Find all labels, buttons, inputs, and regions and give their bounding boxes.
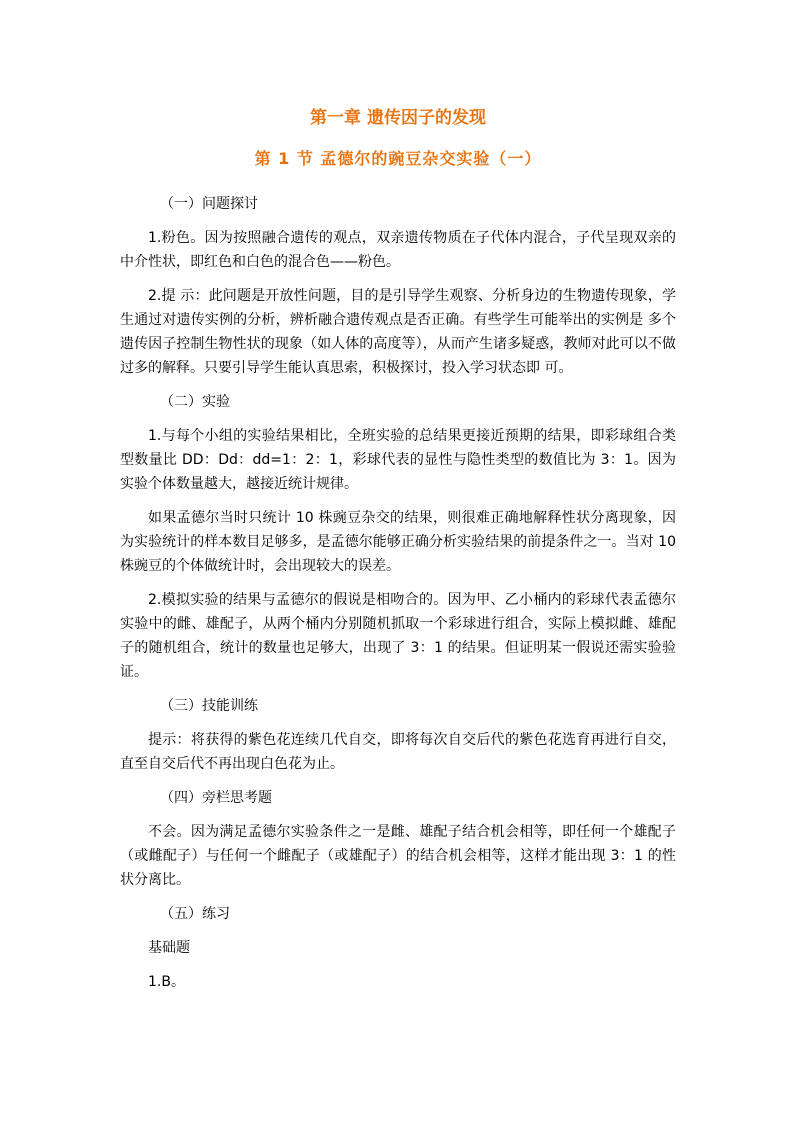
paragraph: 1.与每个小组的实验结果相比，全班实验的总结果更接近预期的结果，即彩球组合类型数量比 DD：Dd：dd=1：2：1，彩球代表的显性与隐性类型的数值比为 3：1。因为实验个体数量越大，越接近统计规律。 xyxy=(120,428,676,492)
subheading-problem-discussion: （一）问题探讨 xyxy=(160,196,258,212)
chapter-title: 第一章 遗传因子的发现 xyxy=(310,108,486,128)
paragraph: 1.粉色。因为按照融合遗传的观点，双亲遗传物质在子代体内混合，子代呈现双亲的中介性状，即红色和白色的混合色——粉色。 xyxy=(120,230,676,270)
subheading-exercises: （五）练习 xyxy=(160,906,230,922)
paragraph: 2.提 示：此问题是开放性问题，目的是引导学生观察、分析身边的生物遗传现象，学生通过对遗传实例的分析，辨析融合遗传观点是否正确。有些学生可能举出的实例是 多个遗传因子控制生物性状的现象（如人体的高度等），从而产生诸多疑惑，教师对此可以不做过多的解释。只要引导学生能认真思索，积极探讨，投入学习状态即 可。 xyxy=(120,288,676,376)
paragraph: 不会。因为满足孟德尔实验条件之一是雌、雄配子结合机会相等，即任何一个雄配子（或雌配子）与任何一个雌配子（或雄配子）的结合机会相等，这样才能出现 3：1 的性状分离比。 xyxy=(120,824,676,888)
paragraph: 提示：将获得的紫色花连续几代自交，即将每次自交后代的紫色花选育再进行自交，直至自交后代不再出现白色花为止。 xyxy=(120,732,676,772)
subheading-sidebar-question: （四）旁栏思考题 xyxy=(160,790,272,806)
paragraph-basic-questions: 基础题 xyxy=(148,940,190,956)
paragraph-answer: 1.B。 xyxy=(148,974,185,990)
paragraph: 如果孟德尔当时只统计 10 株豌豆杂交的结果，则很难正确地解释性状分离现象，因为实验统计的样本数目足够多，是孟德尔能够正确分析实验结果的前提条件之一。当对 10 株豌豆的个体做统计时，会出现较大的误差。 xyxy=(120,510,676,574)
subheading-skill-training: （三）技能训练 xyxy=(160,698,258,714)
document-body xyxy=(120,192,676,1004)
paragraph: 2.模拟实验的结果与孟德尔的假说是相吻合的。因为甲、乙小桶内的彩球代表孟德尔实验中的雌、雄配子，从两个桶内分别随机抓取一个彩球进行组合，实际上模拟雌、雄配子的随机组合，统计的数量也足够大，出现了 3：1 的结果。但证明某一假说还需实验验证。 xyxy=(120,592,676,680)
subheading-experiment: （二）实验 xyxy=(160,394,230,410)
section-title: 第 1 节 孟德尔的豌豆杂交实验（一） xyxy=(254,149,542,168)
